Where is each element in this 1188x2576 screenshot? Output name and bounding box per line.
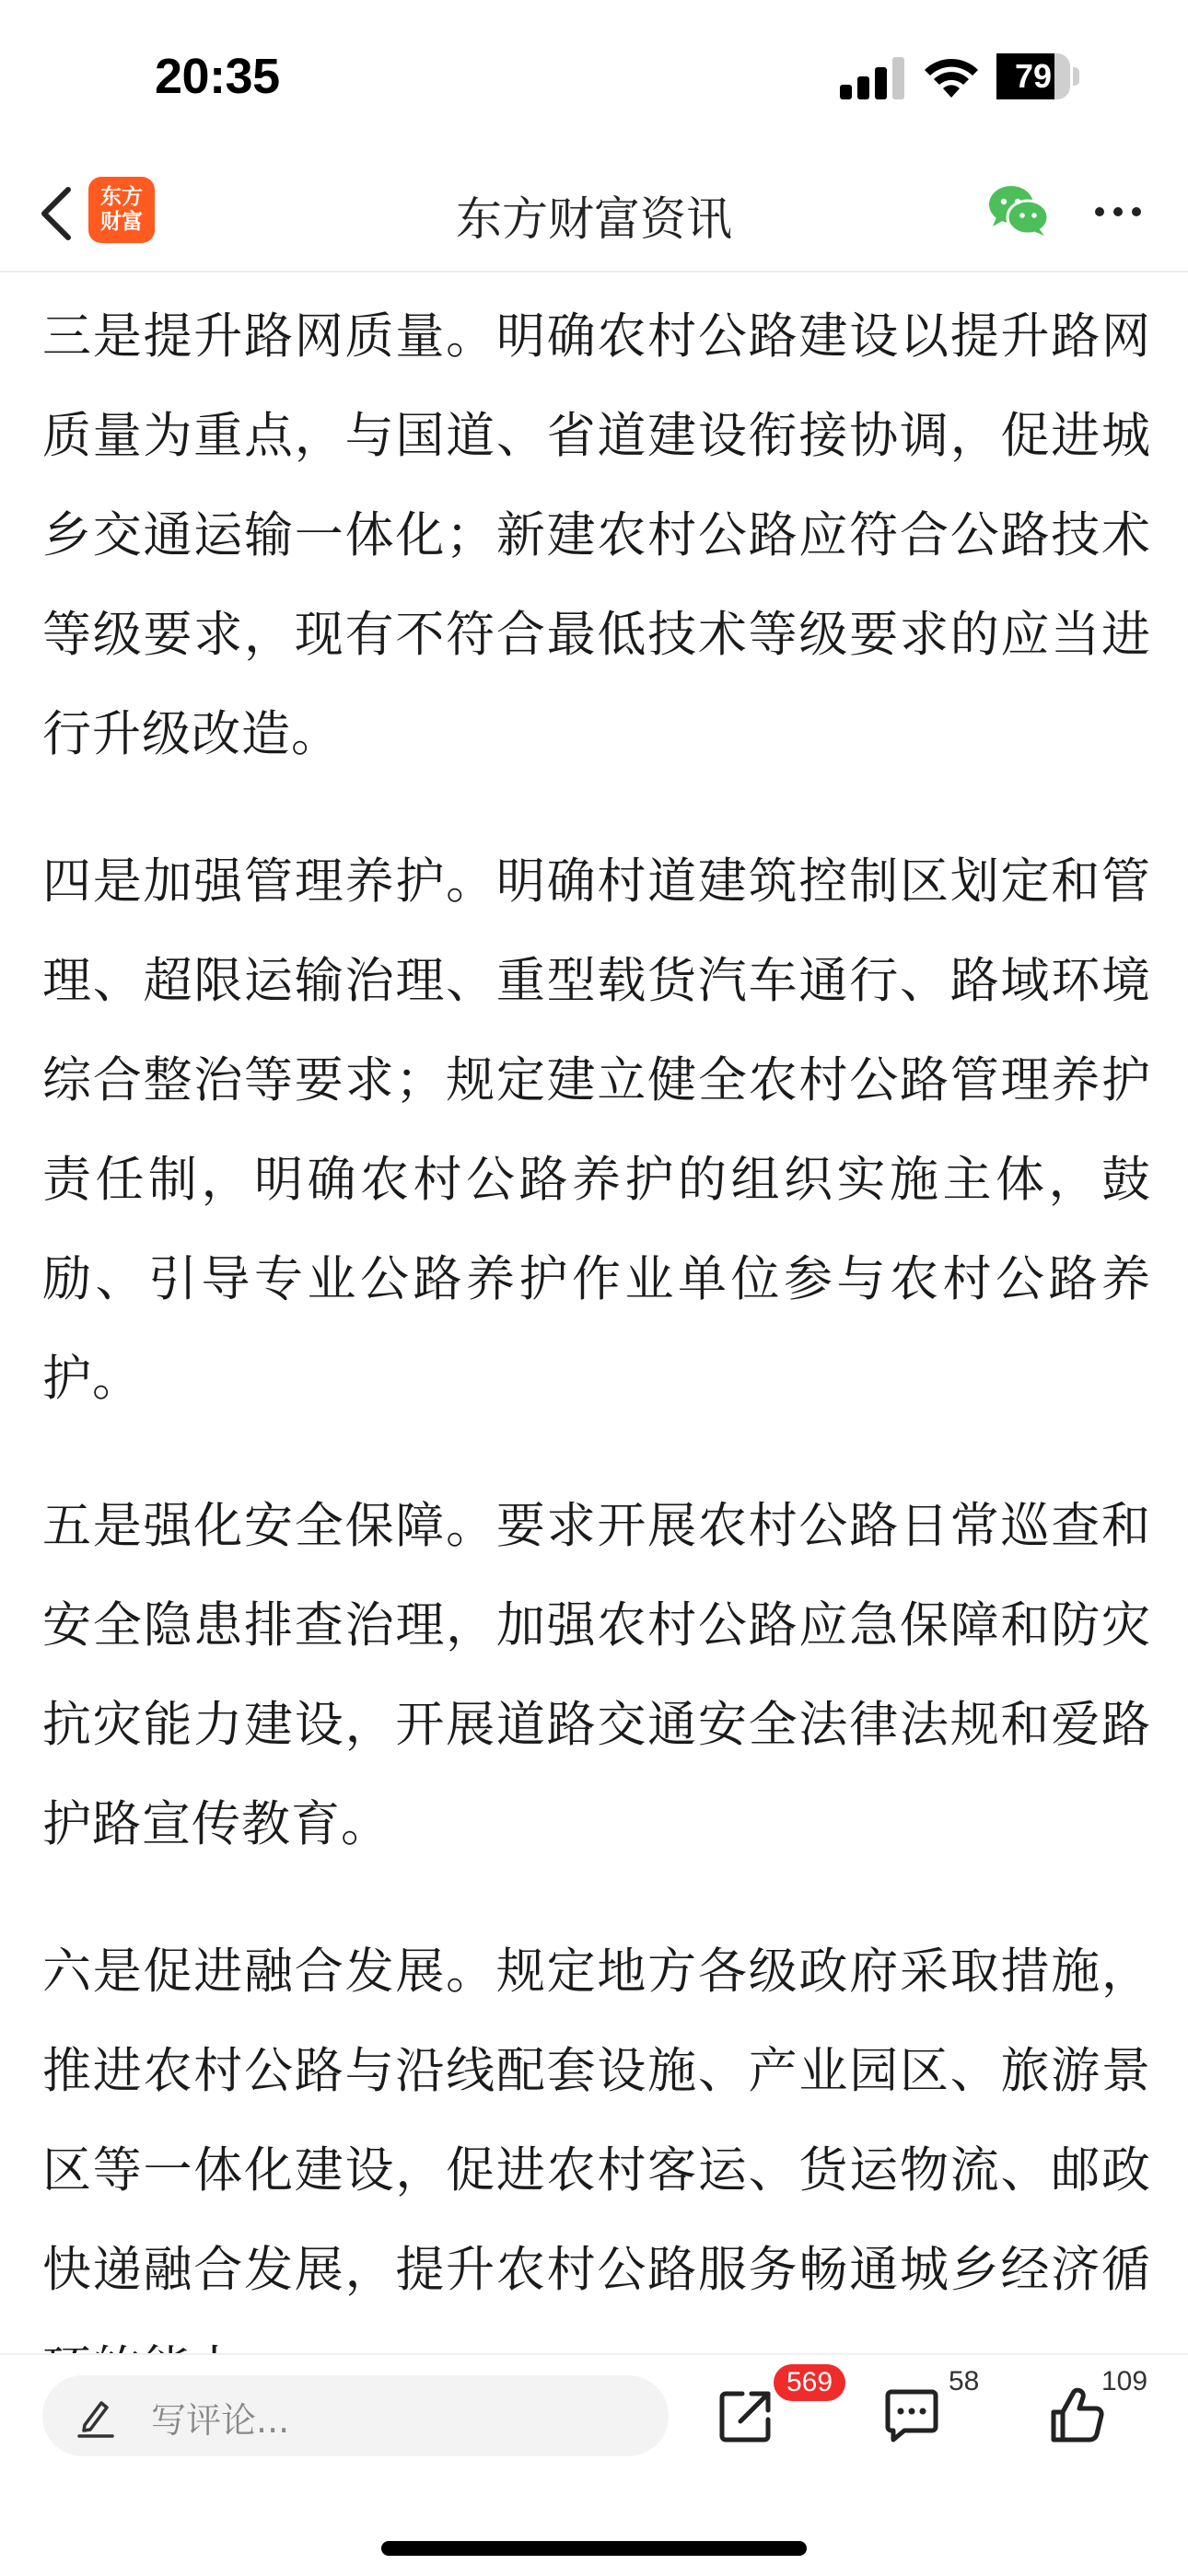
share-icon	[715, 2385, 777, 2447]
logo-line2: 财富	[100, 210, 143, 234]
article-paragraph: 四是加强管理养护。明确村道建筑控制区划定和管理、超限运输治理、重型载货汽车通行、路域环境综合整治等要求；规定建立健全农村公路管理养护责任制，明确农村公路养护的组织实施主体，鼓励、引导专业公路养护作业单位参与农村公路养护。	[42, 853, 1151, 1407]
comments-button[interactable]	[875, 2379, 949, 2453]
wifi-icon	[923, 55, 980, 99]
like-count: 109	[1101, 2366, 1148, 2396]
article-paragraph: 三是提升路网质量。明确农村公路建设以提升路网质量为重点，与国道、省道建设衔接协调，促进城乡交通运输一体化；新建农村公路应符合公路技术等级要求，现有不符合最低技术等级要求的应当进行升级改造。	[42, 308, 1151, 762]
comment-count: 58	[949, 2366, 980, 2396]
comment-icon	[880, 2385, 943, 2447]
article-paragraph: 六是促进融合发展。规定地方各级政府采取措施，推进农村公路与沿线配套设施、产业园区、旅游景区等一体化建设，促进农村客运、货运物流、邮政快递融合发展，提升农村公路服务畅通城乡经济循	[42, 1944, 1151, 2298]
comment-placeholder: 写评论...	[151, 2400, 290, 2441]
home-indicator	[381, 2541, 807, 2556]
page-title: 东方财富资讯	[456, 192, 732, 246]
more-icon[interactable]	[1092, 193, 1144, 230]
thumbs-up-icon	[1046, 2385, 1109, 2447]
comment-input[interactable]	[42, 2375, 669, 2456]
share-count-badge: 569	[774, 2364, 845, 2401]
battery-level: 79	[1014, 57, 1053, 95]
status-time: 20:35	[155, 49, 280, 104]
logo-line1: 东方	[100, 185, 143, 209]
chevron-left-icon[interactable]	[31, 180, 83, 247]
wechat-icon[interactable]	[987, 184, 1050, 238]
pen-icon	[74, 2394, 118, 2438]
signal-icon	[840, 57, 906, 99]
brand-logo[interactable]	[88, 177, 155, 243]
article-paragraph: 五是强化安全保障。要求开展农村公路日常巡查和安全隐患排查治理，加强农村公路应急保障和防灾抗灾能力建设，开展道路交通安全法律法规和爱路护路宣传教育。	[42, 1498, 1151, 1852]
share-button[interactable]	[709, 2379, 783, 2453]
article-body	[42, 287, 1151, 2350]
status-bar	[0, 0, 1188, 157]
battery-icon	[996, 53, 1079, 99]
nav-bar	[0, 157, 1188, 273]
